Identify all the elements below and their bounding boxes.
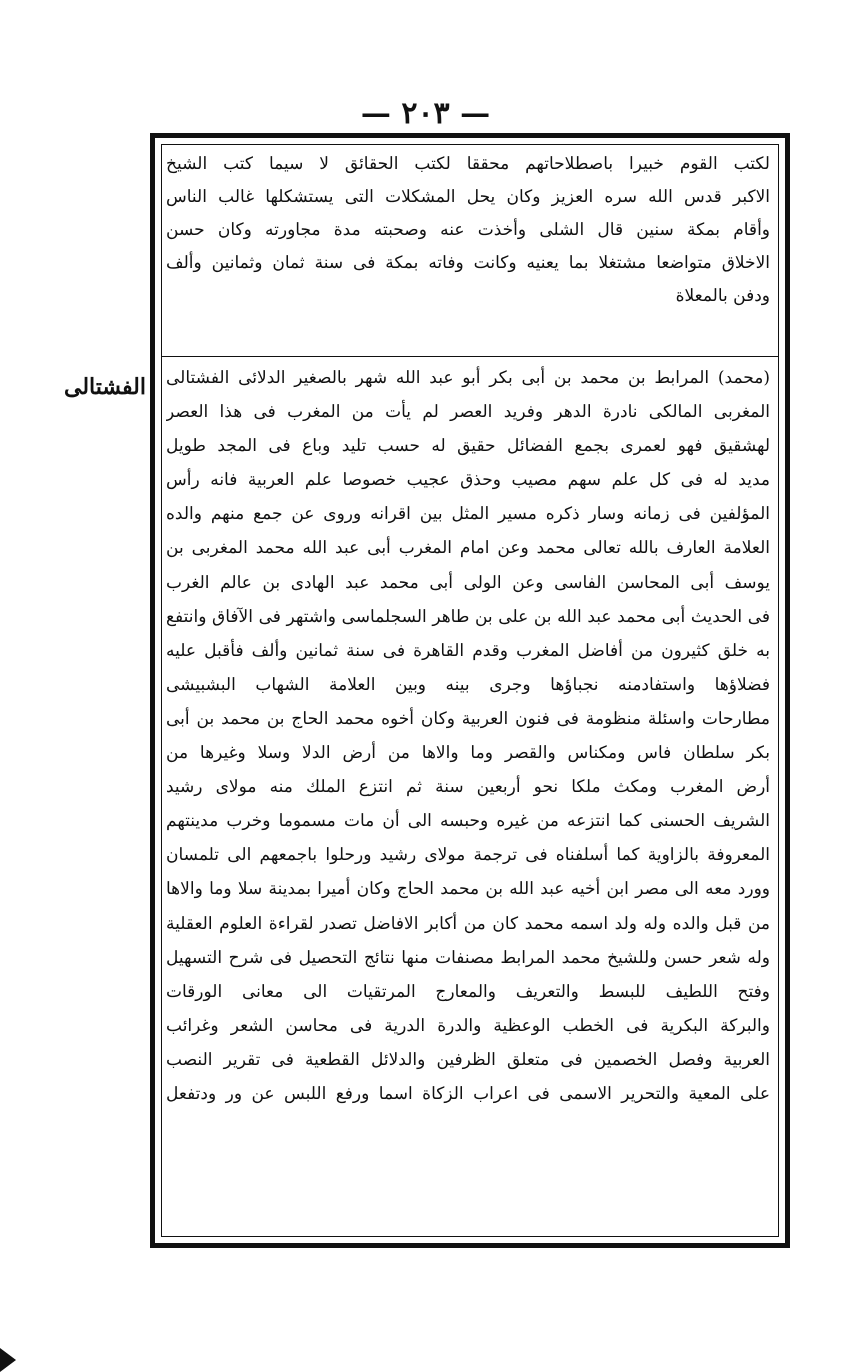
text-line: فضلاؤها واستفادمنه نجباؤها وجرى بينه وبين العلامة الشهاب البشبيشى (166, 674, 770, 695)
text-line: المغربى المالكى نادرة الدهر وفريد العصر لم يأت من المغرب فى هذا العصر (166, 402, 770, 423)
text-frame (150, 133, 790, 1248)
text-line: يوسف أبى المحاسن الفاسى وعن الولى أبى محمد عبد الهادى بن عالم الغرب (166, 572, 770, 593)
text-line: وأقام بمكة سنين قال الشلى وأخذت عنه وصحبته مدة مجاورته وكان حسن (166, 220, 770, 240)
text-line: وفتح اللطيف للبسط والتعريف والمعارج المرتقيات الى معانى الورقات (166, 981, 770, 1002)
entry-heading-line: (محمد) المرابط بن محمد بن أبى بكر أبو عبد الله شهر بالصغير الدلائى الفشتالى (166, 368, 770, 388)
text-line: مطارحات واسئلة منظومة فى فنون العربية وكان أخوه محمد الحاج بن محمد بن أبى (166, 708, 770, 729)
text-line: الاكبر قدس الله سره العزيز وكان يحل المشكلات التى يستشكلها غالب الناس (166, 187, 770, 207)
text-line: وورد معه الى مصر ابن أخيه عبد الله بن محمد الحاج وكان أميرا بمدينة سلا وما والاها (166, 879, 770, 900)
text-line: والبركة البكرية فى الخطب الوعظية والدرة الدرية فى محاسن الشعر وغرائب (166, 1015, 770, 1036)
text-line: على المعية والتحرير الاسمى فى اعراب الزكاة اسما ورفع اللبس عن ور ودتفعل (166, 1083, 770, 1104)
text-line: ودفن بالمعلاة (675, 286, 770, 306)
text-line: بكر سلطان فاس ومكناس والقصر وما والاها من أرض الدلا وسلا وغيرها من (166, 743, 770, 764)
text-line: به خلق كثيرون من أفاضل المغرب وقدم القاهرة فى سنة ثمانين وألف فأقبل عليه (166, 640, 770, 661)
text-line: الشريف الحسنى كما انتزعه من غيره وحبسه الى أن مات مسموما وخرب مدينتهم (166, 811, 770, 832)
text-line: مديد له فى كل علم سهم مصيب وحذق عجيب خصوصا علم العربية فانه رأس (166, 470, 770, 491)
text-line: العربية وفصل الخصمين فى متعلق الظرفين والدلائل القطعية فى تقرير النصب (166, 1049, 770, 1070)
text-line: المؤلفين فى زمانه وسار ذكره مسير المثل بين اقرانه وروى عن جمع منهم والده (166, 504, 770, 525)
previous-entry-continuation (166, 148, 770, 313)
text-line: من قبل والده وله ولد اسمه محمد كان من أكابر الافاضل تصدر لقراءة العلوم العقلية (166, 913, 770, 934)
text-line: أرض المغرب ومكث ملكا نحو أربعين سنة ثم انتزع الملك منه مولاى رشيد (166, 777, 770, 798)
text-line: فى الحديث أبى محمد عبد الله بن على بن طاهر السجلماسى واشتهر فى الآفاق وانتفع (166, 606, 770, 627)
text-frame-inner (161, 144, 779, 1237)
text-line: العلامة العارف بالله تعالى محمد وعن امام المغرب أبى عبد الله محمد المغربى بن (166, 538, 770, 559)
biography-entry (166, 361, 770, 1111)
entry-divider (162, 356, 778, 357)
text-line: المعروفة بالزاوية كما أسلفناه فى ترجمة مولاى رشيد ورحلوا باجمعهم الى تلمسان (166, 845, 770, 866)
text-line: وله شعر حسن وللشيخ محمد المرابط مصنفات منها نتائج التحصيل فى شرح التسهيل (166, 947, 770, 968)
text-line: لكتب القوم خبيرا باصطلاحاتهم محققا لكتب الحقائق لا سيما كتب الشيخ (166, 154, 770, 174)
page-number: — ٢٠٣ — (360, 96, 491, 131)
margin-note: الفشتالى (64, 374, 146, 400)
scan-corner-mark (0, 1348, 16, 1372)
text-line: الاخلاق متواضعا مشتغلا بما يعنيه وكانت وفاته بمكة فى سنة ثمان وثمانين وألف (166, 253, 770, 273)
text-line: لهشقيق فهو لعمرى بجمع الفضائل حقيق له حسب تليد وباع فى المجد طويل (166, 436, 770, 457)
